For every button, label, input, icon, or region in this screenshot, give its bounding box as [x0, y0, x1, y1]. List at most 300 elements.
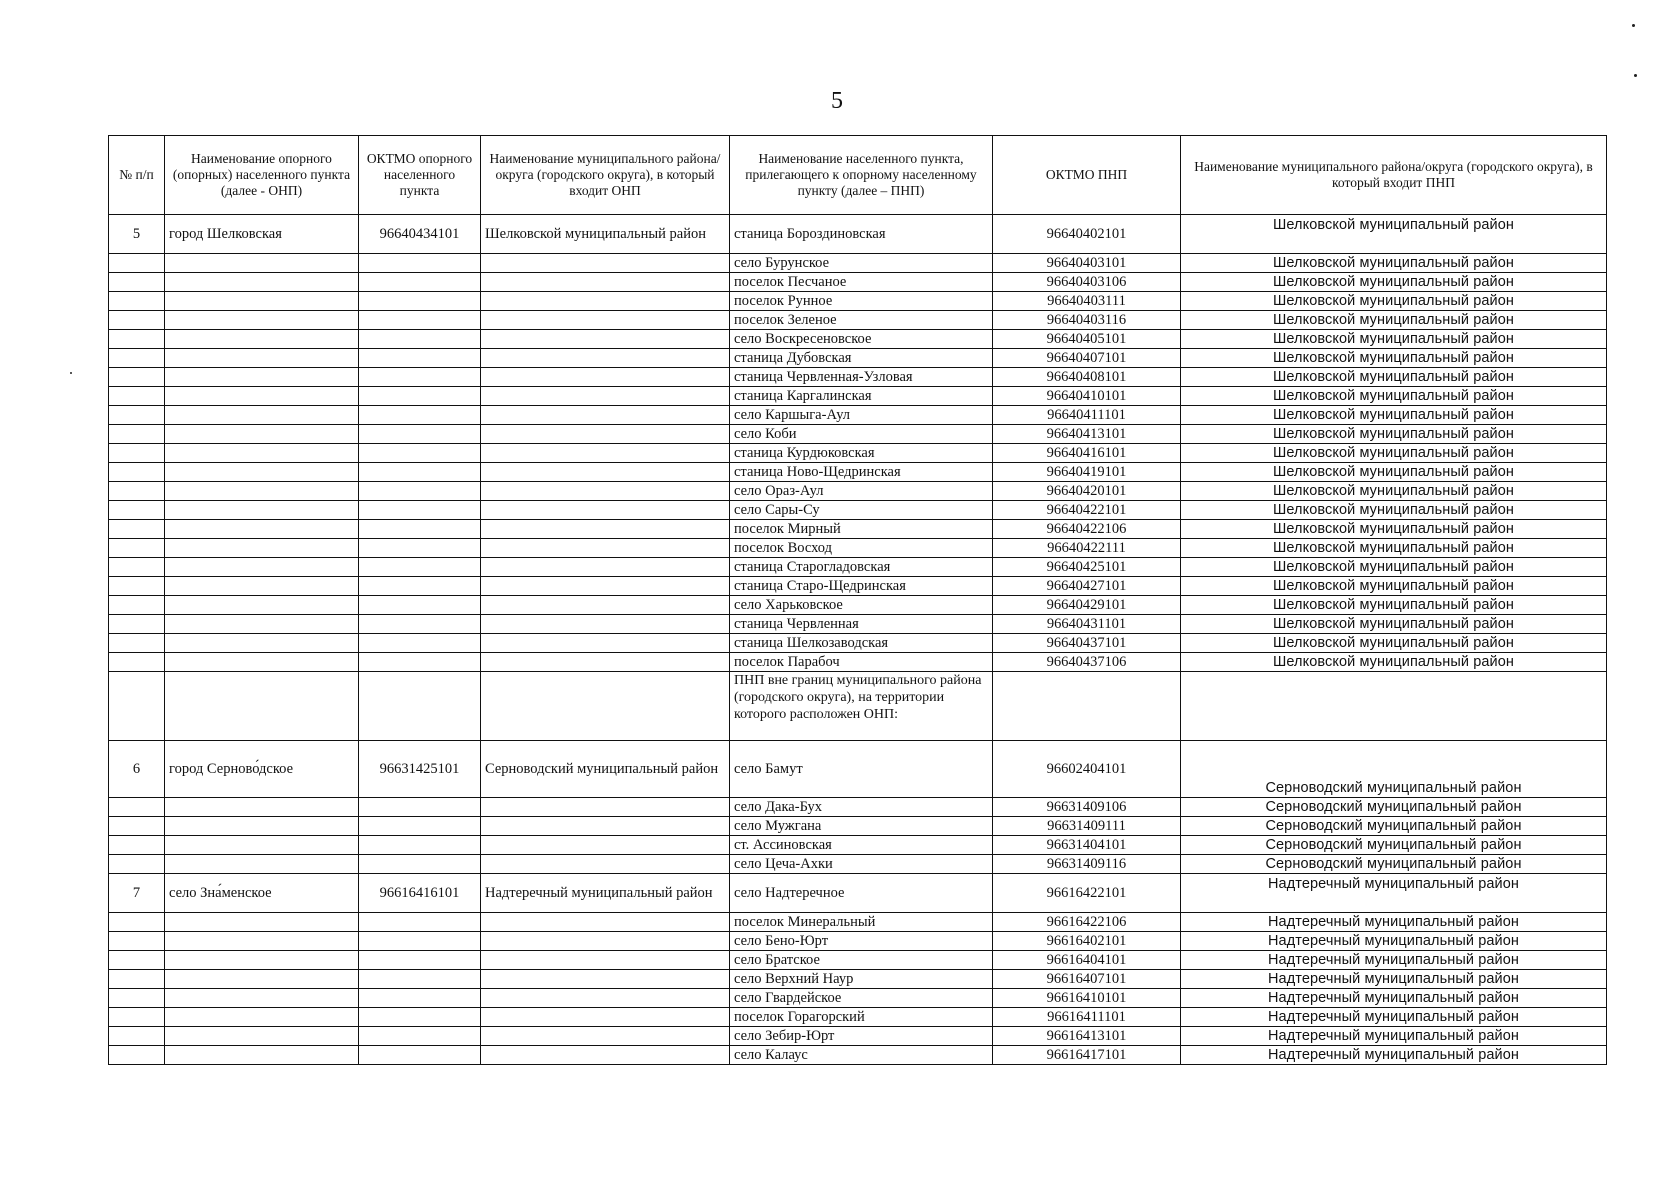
row-number: 5 [109, 215, 165, 254]
pnp-oktmo: 96640422111 [993, 539, 1181, 558]
table-row [109, 874, 1607, 913]
onp-municipality [481, 615, 730, 634]
pnp-oktmo: 96640408101 [993, 368, 1181, 387]
table-row [109, 741, 1607, 798]
row-number [109, 406, 165, 425]
table-row [109, 539, 1607, 558]
onp-name [165, 932, 359, 951]
pnp-name: село Калаус [730, 1046, 993, 1065]
pnp-municipality: Шелковской муниципальный район [1181, 387, 1607, 406]
onp-name [165, 330, 359, 349]
pnp-name: село Бамут [730, 741, 993, 798]
row-number [109, 970, 165, 989]
row-number [109, 463, 165, 482]
onp-municipality [481, 387, 730, 406]
table-row [109, 932, 1607, 951]
pnp-oktmo: 96616404101 [993, 951, 1181, 970]
pnp-municipality: Надтеречный муниципальный район [1181, 1046, 1607, 1065]
onp-name: город Серново́дское [165, 741, 359, 798]
onp-name [165, 273, 359, 292]
pnp-municipality: Шелковской муниципальный район [1181, 539, 1607, 558]
onp-oktmo [359, 672, 481, 741]
row-number [109, 444, 165, 463]
onp-name [165, 463, 359, 482]
pnp-name: село Гвардейское [730, 989, 993, 1008]
onp-municipality [481, 1046, 730, 1065]
pnp-name: село Зебир-Юрт [730, 1027, 993, 1046]
onp-municipality [481, 672, 730, 741]
pnp-name: поселок Горагорский [730, 1008, 993, 1027]
table-row [109, 951, 1607, 970]
onp-municipality [481, 539, 730, 558]
row-number [109, 501, 165, 520]
row-number [109, 330, 165, 349]
pnp-oktmo: 96631409106 [993, 798, 1181, 817]
table-row [109, 463, 1607, 482]
row-number [109, 932, 165, 951]
onp-name [165, 539, 359, 558]
pnp-name: село Сары-Су [730, 501, 993, 520]
table-row [109, 653, 1607, 672]
pnp-name: село Харьковское [730, 596, 993, 615]
onp-name [165, 520, 359, 539]
row-number [109, 798, 165, 817]
onp-oktmo: 96640434101 [359, 215, 481, 254]
onp-municipality [481, 951, 730, 970]
onp-oktmo [359, 463, 481, 482]
pnp-oktmo: 96640403106 [993, 273, 1181, 292]
onp-name: город Шелковская [165, 215, 359, 254]
pnp-oktmo [993, 672, 1181, 741]
onp-municipality [481, 970, 730, 989]
pnp-name: село Каршыга-Аул [730, 406, 993, 425]
row-number [109, 539, 165, 558]
pnp-oktmo: 96640413101 [993, 425, 1181, 444]
table-row [109, 254, 1607, 273]
pnp-municipality: Шелковской муниципальный район [1181, 406, 1607, 425]
pnp-municipality: Шелковской муниципальный район [1181, 292, 1607, 311]
row-number [109, 855, 165, 874]
pnp-name: село Цеча-Ахки [730, 855, 993, 874]
header-num: № п/п [109, 136, 165, 215]
table-row [109, 311, 1607, 330]
onp-municipality [481, 913, 730, 932]
onp-municipality [481, 330, 730, 349]
row-number [109, 653, 165, 672]
table-row [109, 330, 1607, 349]
pnp-name: село Мужгана [730, 817, 993, 836]
row-number [109, 387, 165, 406]
row-number [109, 596, 165, 615]
onp-municipality [481, 349, 730, 368]
row-number [109, 1027, 165, 1046]
header-onp-name: Наименование опорного (опорных) населенного пункта (далее - ОНП) [165, 136, 359, 215]
onp-oktmo [359, 653, 481, 672]
pnp-name: поселок Мирный [730, 520, 993, 539]
onp-name [165, 444, 359, 463]
pnp-name: станица Шелкозаводская [730, 634, 993, 653]
pnp-municipality: Шелковской муниципальный район [1181, 215, 1607, 254]
header-onp-code: ОКТМО опорного населенного пункта [359, 136, 481, 215]
row-number [109, 520, 165, 539]
pnp-name: станица Дубовская [730, 349, 993, 368]
row-number [109, 672, 165, 741]
pnp-municipality: Серноводский муниципальный район [1181, 855, 1607, 874]
pnp-oktmo: 96640431101 [993, 615, 1181, 634]
onp-municipality [481, 501, 730, 520]
onp-municipality [481, 653, 730, 672]
pnp-name: станица Старогладовская [730, 558, 993, 577]
onp-name [165, 798, 359, 817]
row-number: 7 [109, 874, 165, 913]
pnp-oktmo: 96616422106 [993, 913, 1181, 932]
pnp-name: станица Старо-Щедринская [730, 577, 993, 596]
onp-oktmo [359, 615, 481, 634]
pnp-name: станица Бороздиновская [730, 215, 993, 254]
pnp-municipality: Шелковской муниципальный район [1181, 520, 1607, 539]
pnp-municipality: Надтеречный муниципальный район [1181, 874, 1607, 913]
pnp-name: ст. Ассиновская [730, 836, 993, 855]
onp-municipality [481, 1027, 730, 1046]
table-row [109, 913, 1607, 932]
pnp-oktmo: 96616402101 [993, 932, 1181, 951]
onp-oktmo [359, 349, 481, 368]
onp-name [165, 1027, 359, 1046]
onp-name [165, 913, 359, 932]
header-pnp-name: Наименование населенного пункта, прилегающего к опорному населенному пункту (далее – ПНП) [730, 136, 993, 215]
pnp-name: село Бено-Юрт [730, 932, 993, 951]
onp-oktmo [359, 577, 481, 596]
onp-oktmo [359, 951, 481, 970]
pnp-municipality: Шелковской муниципальный район [1181, 615, 1607, 634]
onp-oktmo [359, 520, 481, 539]
pnp-name: станица Каргалинская [730, 387, 993, 406]
pnp-municipality: Шелковской муниципальный район [1181, 311, 1607, 330]
pnp-municipality: Шелковской муниципальный район [1181, 349, 1607, 368]
table-row [109, 855, 1607, 874]
outside-border-note: ПНП вне границ муниципального района (городского округа), на территории которого расположен ОНП: [730, 672, 993, 741]
pnp-name: село Братское [730, 951, 993, 970]
pnp-name: поселок Рунное [730, 292, 993, 311]
onp-municipality [481, 817, 730, 836]
onp-name [165, 425, 359, 444]
pnp-municipality: Серноводский муниципальный район [1181, 798, 1607, 817]
pnp-municipality: Шелковской муниципальный район [1181, 444, 1607, 463]
row-number [109, 913, 165, 932]
onp-oktmo [359, 330, 481, 349]
pnp-name: станица Червленная-Узловая [730, 368, 993, 387]
pnp-oktmo: 96640416101 [993, 444, 1181, 463]
onp-name [165, 577, 359, 596]
pnp-name: станица Червленная [730, 615, 993, 634]
table-row [109, 817, 1607, 836]
table-row [109, 215, 1607, 254]
table-row [109, 577, 1607, 596]
onp-municipality [481, 558, 730, 577]
pnp-oktmo: 96640411101 [993, 406, 1181, 425]
pnp-name: село Дака-Бух [730, 798, 993, 817]
pnp-oktmo: 96640402101 [993, 215, 1181, 254]
onp-name: село Зна́менское [165, 874, 359, 913]
table-row [109, 1008, 1607, 1027]
pnp-municipality: Шелковской муниципальный район [1181, 463, 1607, 482]
onp-oktmo [359, 989, 481, 1008]
table-row [109, 273, 1607, 292]
scan-dot [1634, 74, 1637, 77]
row-number [109, 368, 165, 387]
pnp-oktmo: 96640410101 [993, 387, 1181, 406]
pnp-oktmo: 96640420101 [993, 482, 1181, 501]
pnp-oktmo: 96640425101 [993, 558, 1181, 577]
pnp-municipality: Надтеречный муниципальный район [1181, 970, 1607, 989]
table-row [109, 349, 1607, 368]
onp-name [165, 368, 359, 387]
table-row [109, 989, 1607, 1008]
onp-municipality: Серноводский муниципальный район [481, 741, 730, 798]
scan-dot [1632, 24, 1635, 27]
pnp-name: село Надтеречное [730, 874, 993, 913]
onp-oktmo: 96616416101 [359, 874, 481, 913]
onp-municipality [481, 932, 730, 951]
pnp-name: поселок Восход [730, 539, 993, 558]
onp-municipality [481, 596, 730, 615]
pnp-municipality: Серноводский муниципальный район [1181, 741, 1607, 798]
header-onp-municipality: Наименование муниципального района/округа (городского округа), в который входит ОНП [481, 136, 730, 215]
onp-municipality [481, 989, 730, 1008]
onp-oktmo: 96631425101 [359, 741, 481, 798]
onp-municipality [481, 836, 730, 855]
pnp-municipality: Серноводский муниципальный район [1181, 817, 1607, 836]
pnp-municipality: Надтеречный муниципальный район [1181, 913, 1607, 932]
row-number [109, 634, 165, 653]
pnp-oktmo: 96640403111 [993, 292, 1181, 311]
row-number [109, 273, 165, 292]
onp-name [165, 387, 359, 406]
onp-name [165, 634, 359, 653]
page-number: 5 [831, 88, 843, 114]
pnp-name: станица Курдюковская [730, 444, 993, 463]
onp-oktmo [359, 406, 481, 425]
onp-municipality [481, 855, 730, 874]
pnp-oktmo: 96640437106 [993, 653, 1181, 672]
onp-municipality [481, 520, 730, 539]
table-row [109, 501, 1607, 520]
pnp-oktmo: 96602404101 [993, 741, 1181, 798]
row-number [109, 951, 165, 970]
onp-oktmo [359, 1046, 481, 1065]
pnp-municipality: Шелковской муниципальный район [1181, 501, 1607, 520]
scan-dot [70, 372, 72, 374]
onp-oktmo [359, 311, 481, 330]
pnp-oktmo: 96640437101 [993, 634, 1181, 653]
onp-name [165, 254, 359, 273]
onp-municipality [481, 292, 730, 311]
onp-oktmo [359, 254, 481, 273]
pnp-municipality: Шелковской муниципальный район [1181, 558, 1607, 577]
table-row-note [109, 672, 1607, 741]
onp-municipality: Шелковской муниципальный район [481, 215, 730, 254]
onp-oktmo [359, 501, 481, 520]
header-pnp-municipality: Наименование муниципального района/округа (городского округа), в который входит ПНП [1181, 136, 1607, 215]
pnp-municipality [1181, 672, 1607, 741]
pnp-municipality: Надтеречный муниципальный район [1181, 951, 1607, 970]
pnp-oktmo: 96616422101 [993, 874, 1181, 913]
pnp-municipality: Надтеречный муниципальный район [1181, 932, 1607, 951]
onp-name [165, 672, 359, 741]
table-row [109, 406, 1607, 425]
row-number [109, 817, 165, 836]
table-row [109, 558, 1607, 577]
onp-oktmo [359, 425, 481, 444]
pnp-oktmo: 96616407101 [993, 970, 1181, 989]
onp-oktmo [359, 292, 481, 311]
row-number [109, 558, 165, 577]
onp-oktmo [359, 1027, 481, 1046]
table-header-row [109, 136, 1607, 215]
pnp-oktmo: 96616411101 [993, 1008, 1181, 1027]
onp-oktmo [359, 817, 481, 836]
pnp-name: село Верхний Наур [730, 970, 993, 989]
table-row [109, 368, 1607, 387]
onp-oktmo [359, 970, 481, 989]
onp-municipality [481, 273, 730, 292]
onp-oktmo [359, 836, 481, 855]
onp-name [165, 1008, 359, 1027]
pnp-name: поселок Минеральный [730, 913, 993, 932]
onp-oktmo [359, 634, 481, 653]
onp-municipality [481, 425, 730, 444]
onp-oktmo [359, 798, 481, 817]
pnp-name: поселок Песчаное [730, 273, 993, 292]
row-number [109, 989, 165, 1008]
pnp-oktmo: 96640403101 [993, 254, 1181, 273]
table-row [109, 634, 1607, 653]
table-row [109, 596, 1607, 615]
pnp-municipality: Шелковской муниципальный район [1181, 653, 1607, 672]
pnp-municipality: Надтеречный муниципальный район [1181, 1027, 1607, 1046]
pnp-oktmo: 96640405101 [993, 330, 1181, 349]
pnp-municipality: Шелковской муниципальный район [1181, 596, 1607, 615]
onp-oktmo [359, 1008, 481, 1027]
pnp-municipality: Шелковской муниципальный район [1181, 425, 1607, 444]
onp-name [165, 970, 359, 989]
table-row [109, 1046, 1607, 1065]
pnp-oktmo: 96631404101 [993, 836, 1181, 855]
onp-name [165, 501, 359, 520]
onp-municipality [481, 463, 730, 482]
pnp-oktmo: 96640407101 [993, 349, 1181, 368]
onp-name [165, 855, 359, 874]
pnp-municipality: Надтеречный муниципальный район [1181, 1008, 1607, 1027]
row-number [109, 292, 165, 311]
pnp-oktmo: 96640422101 [993, 501, 1181, 520]
table-row [109, 836, 1607, 855]
table-row [109, 520, 1607, 539]
row-number [109, 254, 165, 273]
row-number [109, 1008, 165, 1027]
table-row [109, 970, 1607, 989]
table-body [109, 215, 1607, 1065]
pnp-name: село Бурунское [730, 254, 993, 273]
pnp-name: станица Ново-Щедринская [730, 463, 993, 482]
onp-name [165, 817, 359, 836]
onp-oktmo [359, 558, 481, 577]
onp-name [165, 1046, 359, 1065]
pnp-oktmo: 96616417101 [993, 1046, 1181, 1065]
onp-oktmo [359, 273, 481, 292]
onp-municipality [481, 311, 730, 330]
onp-municipality [481, 444, 730, 463]
pnp-oktmo: 96631409111 [993, 817, 1181, 836]
onp-oktmo [359, 913, 481, 932]
pnp-municipality: Шелковской муниципальный район [1181, 273, 1607, 292]
pnp-oktmo: 96640422106 [993, 520, 1181, 539]
pnp-oktmo: 96640427101 [993, 577, 1181, 596]
onp-name [165, 951, 359, 970]
onp-municipality: Надтеречный муниципальный район [481, 874, 730, 913]
pnp-oktmo: 96640419101 [993, 463, 1181, 482]
onp-oktmo [359, 482, 481, 501]
row-number [109, 615, 165, 634]
row-number [109, 1046, 165, 1065]
header-pnp-code: ОКТМО ПНП [993, 136, 1181, 215]
onp-municipality [481, 406, 730, 425]
table-row [109, 1027, 1607, 1046]
onp-name [165, 989, 359, 1008]
pnp-oktmo: 96616413101 [993, 1027, 1181, 1046]
settlement-table [108, 135, 1607, 1065]
onp-name [165, 653, 359, 672]
onp-name [165, 615, 359, 634]
pnp-oktmo: 96640403116 [993, 311, 1181, 330]
pnp-municipality: Серноводский муниципальный район [1181, 836, 1607, 855]
onp-name [165, 311, 359, 330]
row-number: 6 [109, 741, 165, 798]
table-row [109, 292, 1607, 311]
onp-name [165, 596, 359, 615]
onp-oktmo [359, 444, 481, 463]
onp-oktmo [359, 932, 481, 951]
pnp-name: поселок Парабоч [730, 653, 993, 672]
row-number [109, 311, 165, 330]
onp-municipality [481, 1008, 730, 1027]
pnp-oktmo: 96616410101 [993, 989, 1181, 1008]
onp-name [165, 558, 359, 577]
onp-oktmo [359, 596, 481, 615]
onp-oktmo [359, 368, 481, 387]
pnp-oktmo: 96631409116 [993, 855, 1181, 874]
table-row [109, 482, 1607, 501]
pnp-name: село Воскресеновское [730, 330, 993, 349]
onp-oktmo [359, 855, 481, 874]
pnp-name: поселок Зеленое [730, 311, 993, 330]
table-row [109, 425, 1607, 444]
row-number [109, 349, 165, 368]
table-row [109, 444, 1607, 463]
pnp-municipality: Шелковской муниципальный район [1181, 368, 1607, 387]
table-row [109, 615, 1607, 634]
pnp-oktmo: 96640429101 [993, 596, 1181, 615]
onp-municipality [481, 368, 730, 387]
row-number [109, 482, 165, 501]
pnp-name: село Коби [730, 425, 993, 444]
onp-name [165, 836, 359, 855]
onp-municipality [481, 798, 730, 817]
onp-name [165, 482, 359, 501]
table-row [109, 387, 1607, 406]
onp-name [165, 406, 359, 425]
pnp-municipality: Шелковской муниципальный район [1181, 634, 1607, 653]
